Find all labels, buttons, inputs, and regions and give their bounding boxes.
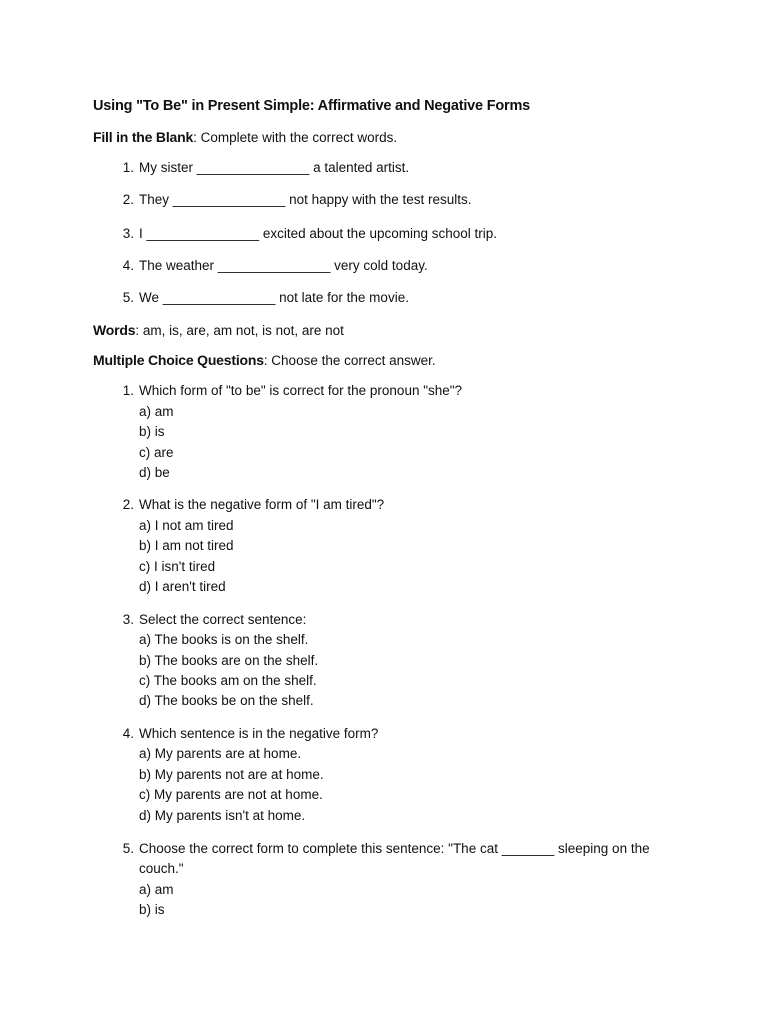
- word-bank-text: : am, is, are, am not, is not, are not: [135, 323, 344, 338]
- fill-item-text: We _______________ not late for the movie.: [139, 290, 409, 305]
- fill-item-number: 1.: [122, 160, 134, 175]
- fill-in-label: Fill in the Blank: [93, 129, 194, 145]
- answer-option: d) I aren't tired: [139, 579, 226, 594]
- word-bank: [93, 322, 344, 338]
- multiple-choice-instruction: : Choose the correct answer.: [263, 353, 436, 368]
- question-text-continued: couch.": [139, 861, 184, 876]
- answer-option: c) I isn't tired: [139, 559, 216, 574]
- answer-option: d) My parents isn't at home.: [139, 808, 306, 823]
- fill-item-number: 2.: [122, 192, 134, 207]
- answer-option: b) The books are on the shelf.: [139, 653, 319, 668]
- fill-item-number: 3.: [122, 226, 134, 241]
- answer-option: a) The books is on the shelf.: [139, 632, 309, 647]
- question-text: Which form of "to be" is correct for the pronoun "she"?: [139, 383, 463, 398]
- fill-in-heading: [93, 129, 397, 145]
- answer-option: a) am: [139, 882, 174, 897]
- answer-option: c) are: [139, 445, 174, 460]
- fill-item-text: The weather _______________ very cold today.: [139, 258, 428, 273]
- question-text: What is the negative form of "I am tired"?: [139, 497, 385, 512]
- question-number: 1.: [122, 383, 134, 398]
- fill-item-text: They _______________ not happy with the test results.: [139, 192, 472, 207]
- fill-item-number: 4.: [122, 258, 134, 273]
- fill-item-text: I _______________ excited about the upcoming school trip.: [139, 226, 498, 241]
- answer-option: d) The books be on the shelf.: [139, 693, 314, 708]
- question-text: Choose the correct form to complete this sentence: "The cat _______ sleeping on the: [139, 841, 650, 856]
- multiple-choice-label: Multiple Choice Questions: [93, 352, 264, 368]
- question-number: 3.: [122, 612, 134, 627]
- fill-in-instruction: : Complete with the correct words.: [193, 130, 398, 145]
- question-number: 2.: [122, 497, 134, 512]
- answer-option: b) I am not tired: [139, 538, 234, 553]
- answer-option: a) I not am tired: [139, 518, 234, 533]
- question-number: 4.: [122, 726, 134, 741]
- answer-option: a) am: [139, 404, 174, 419]
- question-text: Select the correct sentence:: [139, 612, 307, 627]
- answer-option: c) The books am on the shelf.: [139, 673, 317, 688]
- answer-option: c) My parents are not at home.: [139, 787, 323, 802]
- question-number: 5.: [122, 841, 134, 856]
- question-text: Which sentence is in the negative form?: [139, 726, 379, 741]
- answer-option: d) be: [139, 465, 170, 480]
- answer-option: b) My parents not are at home.: [139, 767, 324, 782]
- multiple-choice-heading: [93, 352, 436, 368]
- fill-item-number: 5.: [122, 290, 134, 305]
- word-bank-label: Words: [93, 322, 136, 338]
- answer-option: b) is: [139, 424, 165, 439]
- answer-option: a) My parents are at home.: [139, 746, 302, 761]
- worksheet-title: Using "To Be" in Present Simple: Affirmative and Negative Forms: [93, 98, 531, 114]
- answer-option: b) is: [139, 902, 165, 917]
- fill-item-text: My sister _______________ a talented artist.: [139, 160, 410, 175]
